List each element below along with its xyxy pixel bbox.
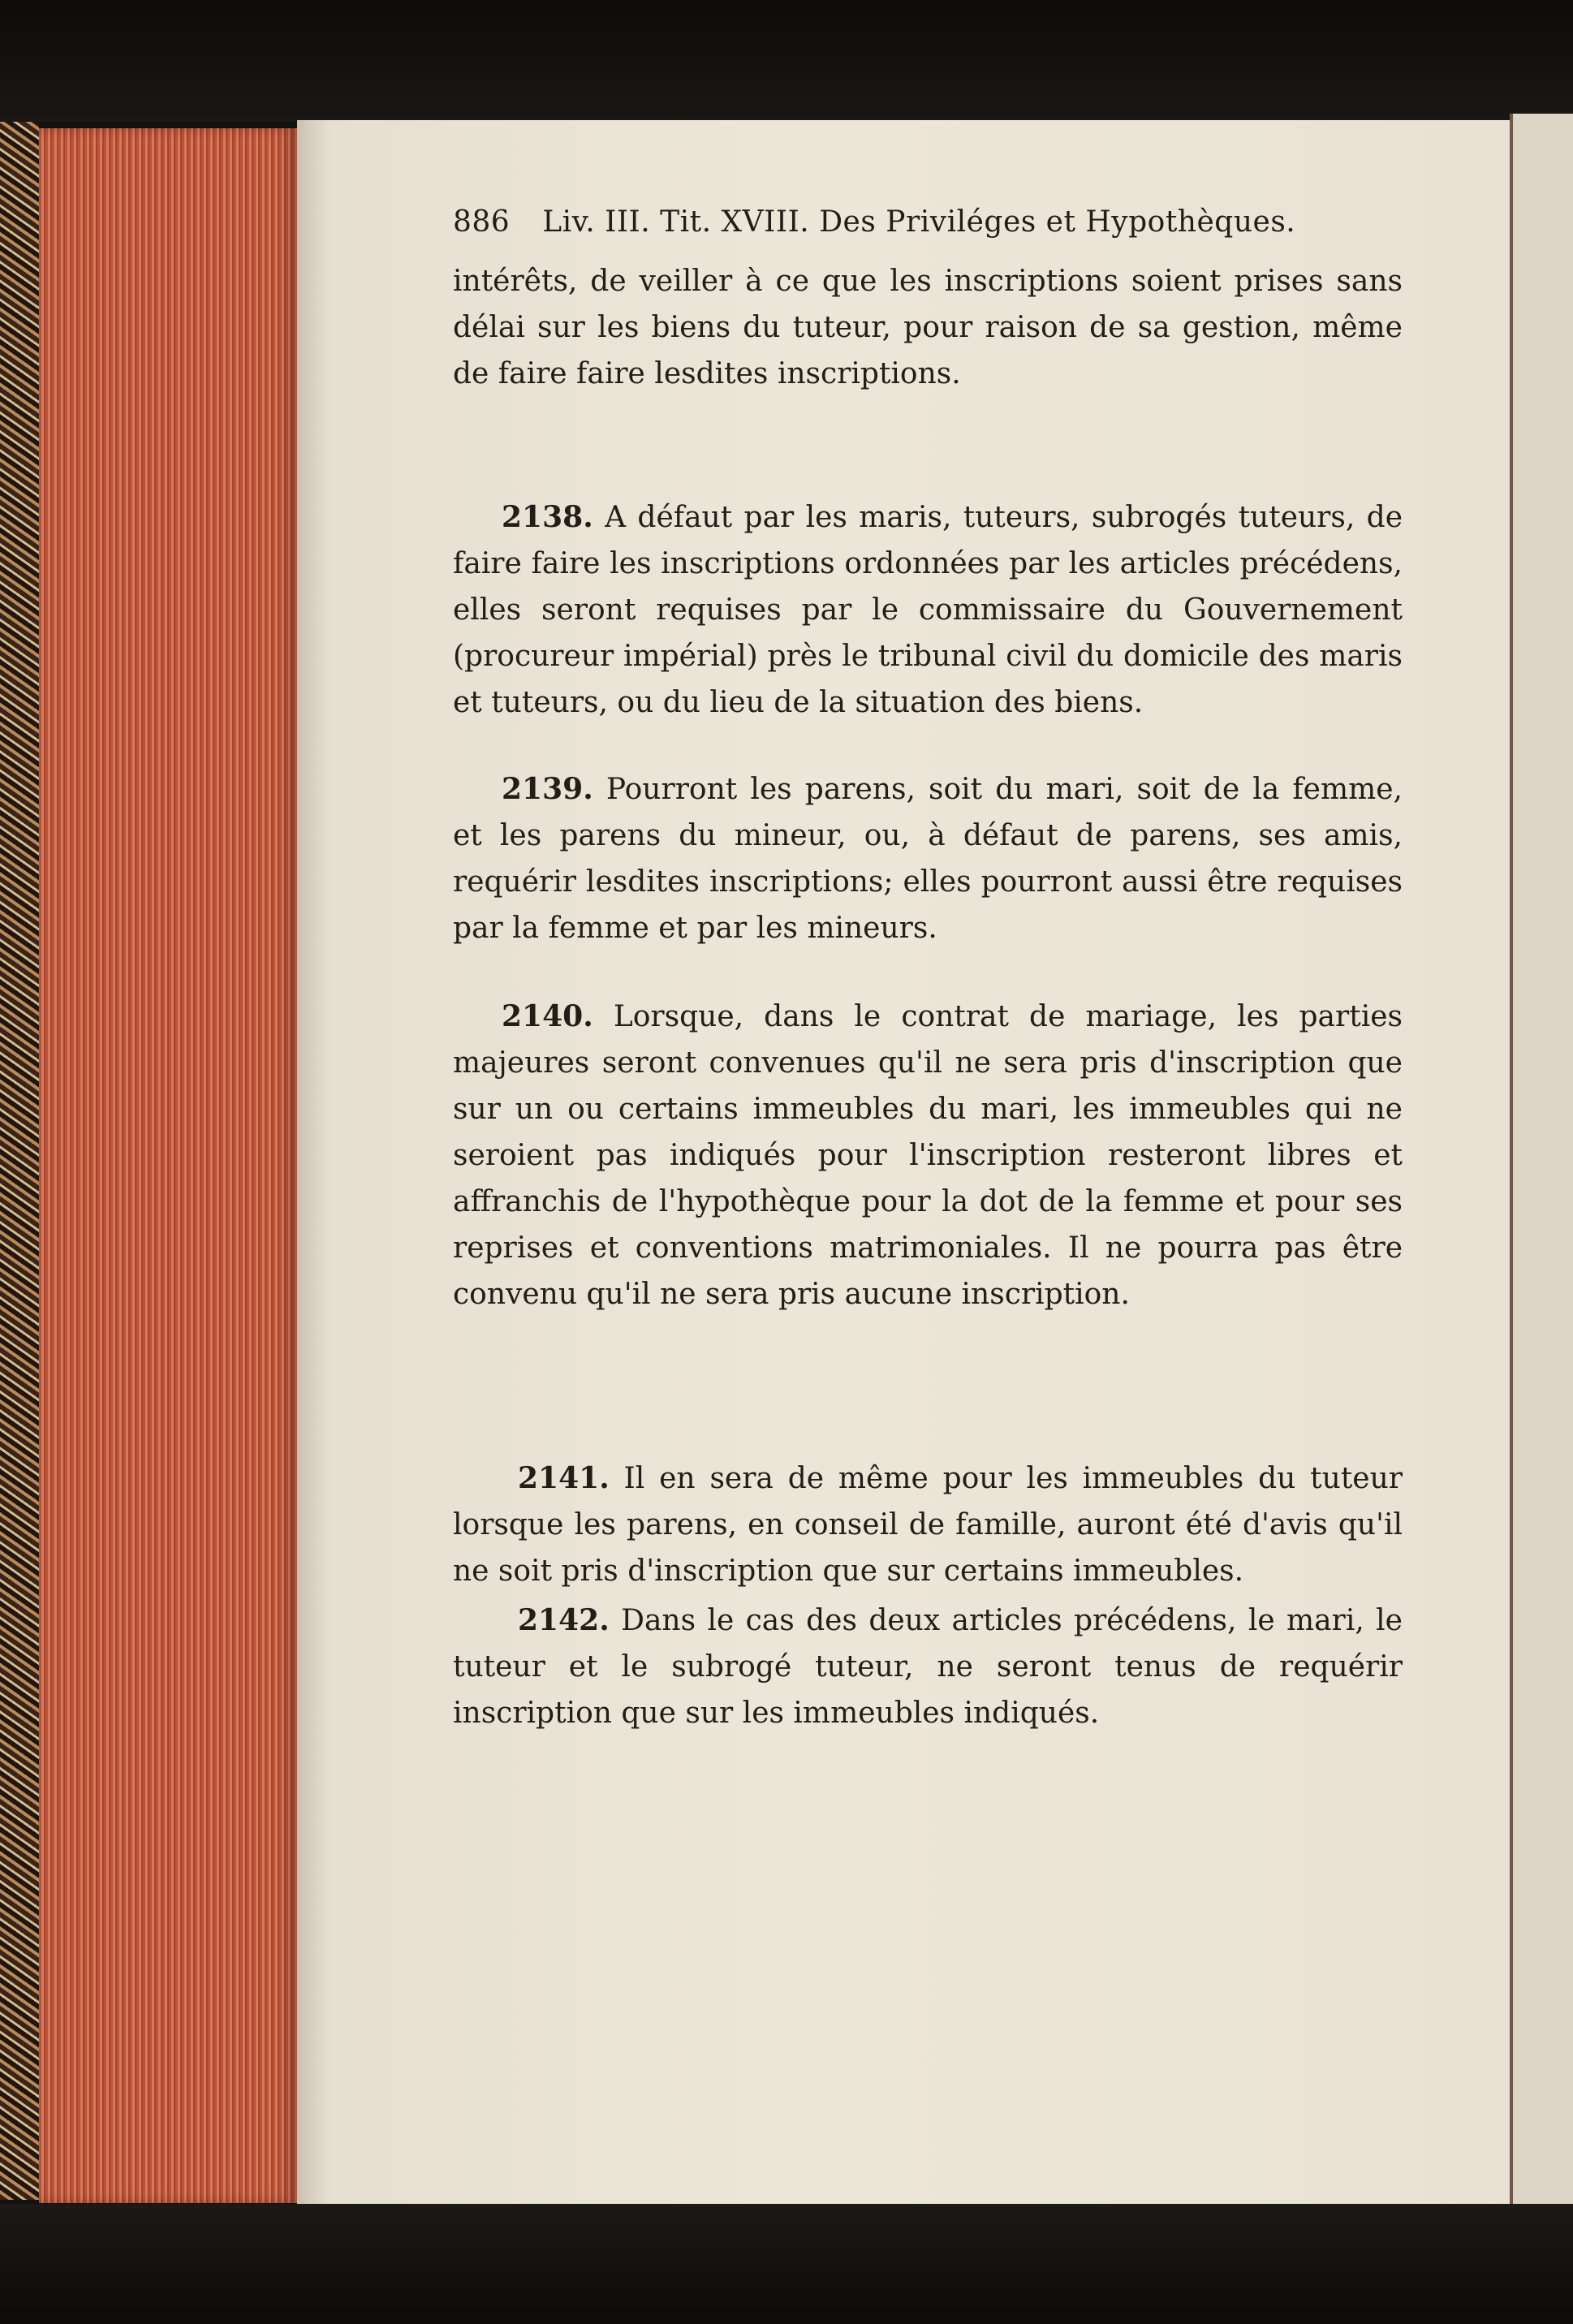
paragraph-continuation: intérêts, de veiller à ce que les inscriptions soient prises sans délai sur les biens du tuteur, pour raison de sa gestion, même de faire faire lesdites inscriptions. [453, 265, 1403, 390]
article-text: A défaut par les maris, tuteurs, subrogés tuteurs, de faire faire les inscriptions ordonnées par les articles précédens, elles seront requises par le commissaire du Gouvernement (procureur impérial) près le tribunal civil du domicile des maris et tuteurs, ou du lieu de la situation des biens. [453, 501, 1403, 719]
facing-page-edge [1510, 114, 1573, 2208]
article-text: Pourront les parens, soit du mari, soit de la femme, et les parens du mineur, ou, à défaut de parens, ses amis, requérir lesdites inscriptions; elles pourront aussi être requises par la femme et par les mineurs. [453, 773, 1403, 945]
article-text: Dans le cas des deux articles précédens, le mari, le tuteur et le subrogé tuteur, ne seront tenus de requérir inscription que sur les immeubles indiqués. [453, 1604, 1403, 1730]
article-number: 2142. [518, 1603, 610, 1637]
running-head-title: Liv. III. Tit. XVIII. Des Priviléges et Hypothèques. [542, 205, 1296, 239]
article-2140 [453, 994, 1403, 1317]
article-number: 2141. [518, 1461, 610, 1495]
article-2138 [453, 494, 1403, 726]
background-top [0, 0, 1573, 122]
article-text: Lorsque, dans le contrat de mariage, les parties majeures seront convenues qu'il ne sera pris d'inscription que sur un ou certains immeubles du mari, les immeubles qui ne seroient pas indiqués pour l'inscription resteront libres et affranchis de l'hypothèque pour la dot de la femme et pour ses reprises et conventions matrimoniales. Il ne pourra pas être convenu qu'il ne sera pris aucune inscription. [453, 1000, 1403, 1311]
article-2142 [453, 1597, 1403, 1736]
article-text: Il en sera de même pour les immeubles du tuteur lorsque les parens, en conseil de famille, auront été d'avis qu'il ne soit pris d'inscription que sur certains immeubles. [453, 1462, 1403, 1588]
running-head [453, 201, 1403, 244]
text-block [453, 201, 1403, 1736]
background-bottom [0, 2204, 1573, 2324]
marbled-cover [0, 122, 39, 2200]
article-2139 [453, 766, 1403, 951]
article-number: 2140. [502, 999, 593, 1033]
page-edges [39, 128, 297, 2203]
article-number: 2138. [502, 500, 593, 534]
page-number: 886 [453, 205, 511, 239]
article-number: 2139. [502, 772, 593, 806]
book-page [297, 120, 1510, 2208]
gutter-shadow [297, 120, 330, 2208]
article-2141 [453, 1455, 1403, 1594]
